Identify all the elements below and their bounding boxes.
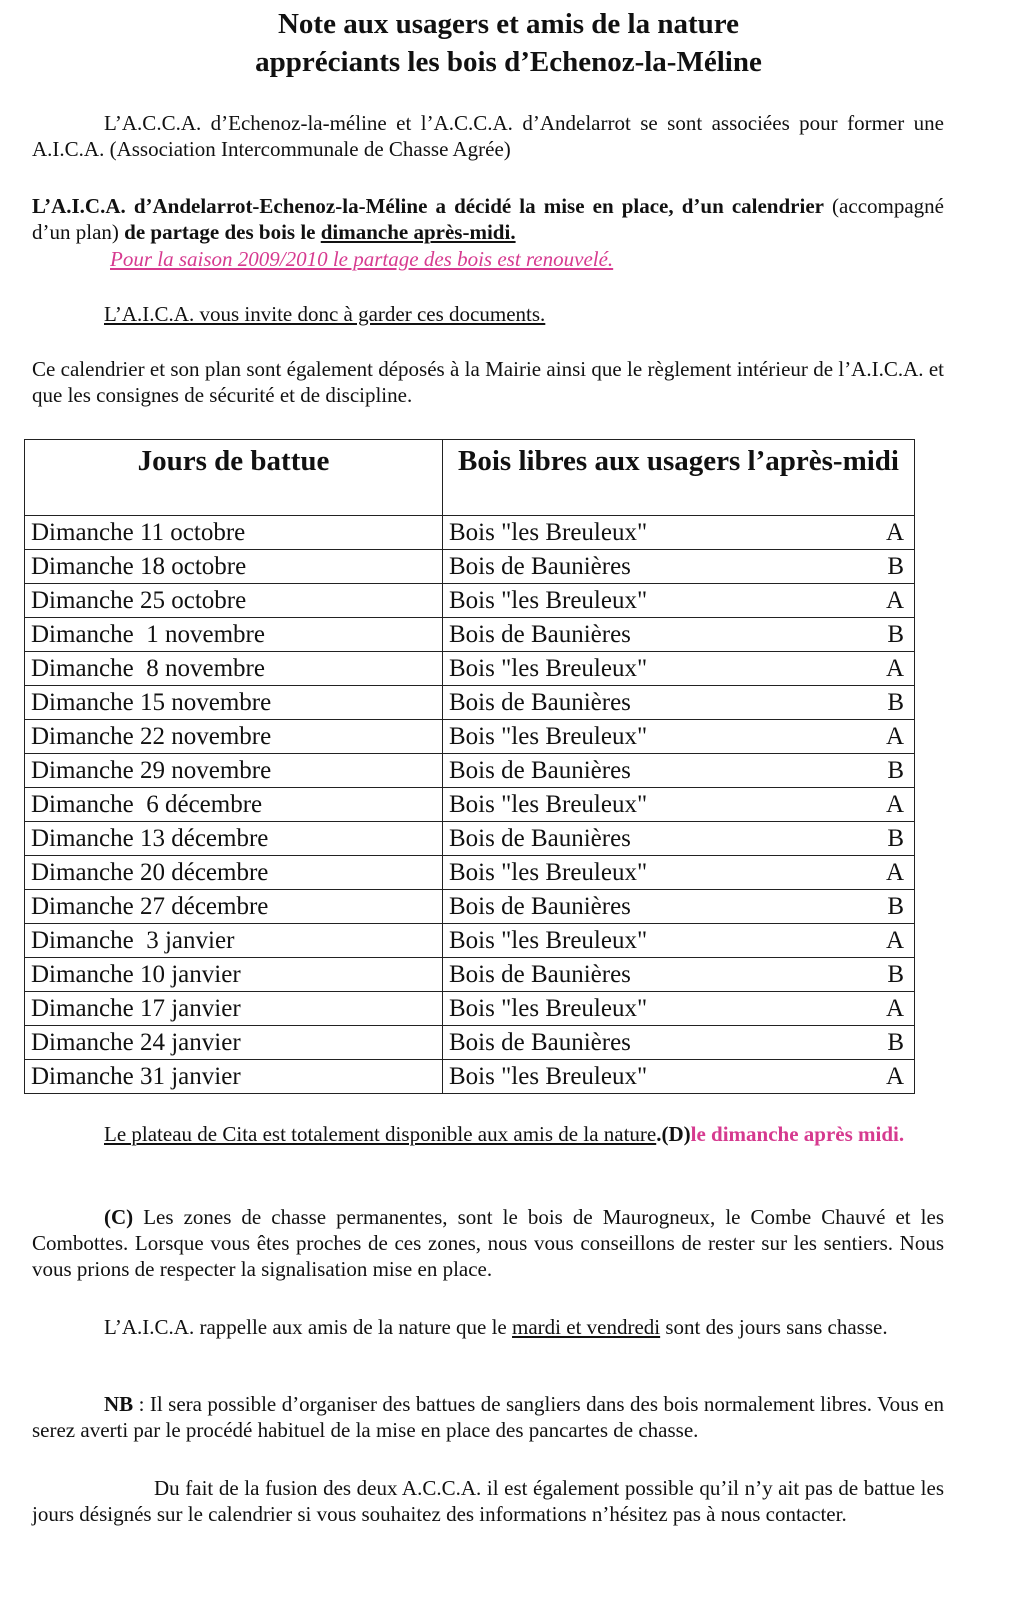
table-row bbox=[25, 856, 915, 890]
table-row bbox=[25, 516, 915, 550]
row-zone: A bbox=[885, 586, 904, 614]
wood-entry bbox=[449, 926, 908, 956]
row-zone: B bbox=[887, 960, 904, 988]
row-zone: B bbox=[887, 756, 904, 784]
row-day: Dimanche 18 octobre bbox=[25, 550, 443, 584]
title-line-2: appréciants les bois d’Echenoz-la-Méline bbox=[255, 46, 762, 78]
sunday-afternoon-text: dimanche après-midi. bbox=[320, 220, 516, 244]
wood-entry bbox=[449, 688, 908, 718]
row-zone: B bbox=[887, 1028, 904, 1056]
table-row bbox=[25, 822, 915, 856]
row-wood: Bois "les Breuleux" bbox=[449, 994, 648, 1022]
wood-entry bbox=[449, 960, 908, 990]
row-wood-cell bbox=[443, 720, 915, 754]
row-wood: Bois de Baunières bbox=[449, 1028, 631, 1056]
row-wood-cell bbox=[443, 652, 915, 686]
row-day: Dimanche 8 novembre bbox=[25, 652, 443, 686]
row-wood-cell bbox=[443, 788, 915, 822]
fusion-paragraph: Du fait de la fusion des deux A.C.C.A. il est également possible qu’il n’y ait pas de battue les jours désignés sur le calendrier si vous souhaitez des informations n’hésitez pas à nous contacter. bbox=[32, 1476, 944, 1526]
row-wood-cell bbox=[443, 686, 915, 720]
cita-zone-d: .(D) bbox=[656, 1122, 691, 1146]
table-row bbox=[25, 584, 915, 618]
no-hunting-pre: L’A.I.C.A. rappelle aux amis de la nature que le bbox=[104, 1315, 513, 1339]
row-wood-cell bbox=[443, 1060, 915, 1094]
row-wood: Bois de Baunières bbox=[449, 688, 631, 716]
title-line-1: Note aux usagers et amis de la nature bbox=[277, 8, 739, 40]
wood-entry bbox=[449, 790, 908, 820]
row-day: Dimanche 24 janvier bbox=[25, 1026, 443, 1060]
wood-entry bbox=[449, 586, 908, 616]
row-zone: B bbox=[887, 824, 904, 852]
table-body bbox=[25, 516, 915, 1094]
row-wood-cell bbox=[443, 584, 915, 618]
row-wood: Bois de Baunières bbox=[449, 960, 631, 988]
wood-entry bbox=[449, 620, 908, 650]
table-row bbox=[25, 788, 915, 822]
wood-entry bbox=[449, 824, 908, 854]
table-row bbox=[25, 618, 915, 652]
row-wood-cell bbox=[443, 924, 915, 958]
row-wood-cell bbox=[443, 618, 915, 652]
table-row bbox=[25, 686, 915, 720]
season-renewed-note: Pour la saison 2009/2010 le partage des bois est renouvelé. bbox=[110, 247, 614, 271]
row-wood-cell bbox=[443, 550, 915, 584]
wood-entry bbox=[449, 1062, 908, 1092]
wood-entry bbox=[449, 756, 908, 786]
row-zone: B bbox=[887, 892, 904, 920]
row-zone: A bbox=[885, 790, 904, 818]
intro-paragraph-1: L’A.C.C.A. d’Echenoz-la-méline et l’A.C.C.A. d’Andelarrot se sont associées pour former une A.I.C.A. (Association Intercommunale de Chasse Agrée) bbox=[32, 111, 944, 161]
row-zone: A bbox=[885, 926, 904, 954]
sharing-text: de partage des bois le bbox=[124, 220, 321, 244]
row-zone: A bbox=[885, 518, 904, 546]
wood-entry bbox=[449, 518, 908, 548]
row-day: Dimanche 31 janvier bbox=[25, 1060, 443, 1094]
hunting-calendar-table bbox=[24, 439, 915, 1094]
table-row bbox=[25, 550, 915, 584]
wood-entry bbox=[449, 1028, 908, 1058]
nb-text: : Il sera possible d’organiser des battues de sangliers dans des bois normalement libres. Vous en serez averti par le procédé habituel de la mise en place des pancartes de chasse. bbox=[32, 1392, 944, 1442]
row-wood: Bois de Baunières bbox=[449, 620, 631, 648]
wood-entry bbox=[449, 858, 908, 888]
row-wood: Bois de Baunières bbox=[449, 892, 631, 920]
row-day: Dimanche 17 janvier bbox=[25, 992, 443, 1026]
permanent-zones-paragraph bbox=[32, 1204, 944, 1282]
row-wood-cell bbox=[443, 516, 915, 550]
no-hunting-post: sont des jours sans chasse. bbox=[660, 1315, 888, 1339]
aica-decision-text: L’A.I.C.A. d’Andelarrot-Echenoz-la-Méline a décidé la mise en place, d’un calendrier bbox=[32, 194, 824, 218]
row-wood: Bois "les Breuleux" bbox=[449, 858, 648, 886]
row-zone: A bbox=[885, 1062, 904, 1090]
row-wood: Bois "les Breuleux" bbox=[449, 790, 648, 818]
nb-paragraph bbox=[32, 1391, 944, 1443]
keep-documents-note: L’A.I.C.A. vous invite donc à garder ces documents. bbox=[104, 302, 546, 326]
row-wood: Bois de Baunières bbox=[449, 756, 631, 784]
wood-entry bbox=[449, 722, 908, 752]
row-zone: A bbox=[885, 722, 904, 750]
table-row bbox=[25, 958, 915, 992]
intro-paragraph-4: Ce calendrier et son plan sont également déposés à la Mairie ainsi que le règlement intérieur de l’A.I.C.A. et que les consignes de sécurité et de discipline. bbox=[32, 357, 944, 407]
cita-sunday-afternoon: le dimanche après midi. bbox=[690, 1122, 905, 1146]
wood-entry bbox=[449, 552, 908, 582]
row-wood-cell bbox=[443, 754, 915, 788]
row-day: Dimanche 22 novembre bbox=[25, 720, 443, 754]
cita-text: Le plateau de Cita est totalement disponible aux amis de la nature bbox=[104, 1122, 657, 1146]
row-zone: A bbox=[885, 654, 904, 682]
row-day: Dimanche 3 janvier bbox=[25, 924, 443, 958]
no-hunting-days: mardi et vendredi bbox=[512, 1315, 661, 1339]
row-zone: B bbox=[887, 688, 904, 716]
cita-paragraph bbox=[32, 1121, 944, 1147]
row-day: Dimanche 27 décembre bbox=[25, 890, 443, 924]
row-wood-cell bbox=[443, 856, 915, 890]
table-row bbox=[25, 1060, 915, 1094]
table-row bbox=[25, 992, 915, 1026]
row-day: Dimanche 10 janvier bbox=[25, 958, 443, 992]
row-wood: Bois "les Breuleux" bbox=[449, 926, 648, 954]
row-day: Dimanche 1 novembre bbox=[25, 618, 443, 652]
row-wood-cell bbox=[443, 822, 915, 856]
nb-label: NB bbox=[104, 1392, 134, 1416]
row-zone: A bbox=[885, 994, 904, 1022]
row-day: Dimanche 20 décembre bbox=[25, 856, 443, 890]
row-zone: A bbox=[885, 858, 904, 886]
wood-entry bbox=[449, 994, 908, 1024]
table-row bbox=[25, 652, 915, 686]
no-hunting-days-paragraph bbox=[32, 1314, 944, 1340]
row-zone: B bbox=[887, 620, 904, 648]
zone-c-label: (C) bbox=[104, 1205, 134, 1229]
row-wood-cell bbox=[443, 890, 915, 924]
permanent-zones-text: Les zones de chasse permanentes, sont le bois de Maurogneux, le Combe Chauvé et les Combottes. Lorsque vous êtes proches de ces zones, nous vous conseillons de rester sur les sentiers. Nous vous prions de respecter la signalisation mise en place. bbox=[32, 1205, 944, 1281]
row-day: Dimanche 15 novembre bbox=[25, 686, 443, 720]
wood-entry bbox=[449, 892, 908, 922]
row-day: Dimanche 6 décembre bbox=[25, 788, 443, 822]
row-wood: Bois "les Breuleux" bbox=[449, 1062, 648, 1090]
row-day: Dimanche 25 octobre bbox=[25, 584, 443, 618]
row-day: Dimanche 11 octobre bbox=[25, 516, 443, 550]
row-day: Dimanche 29 novembre bbox=[25, 754, 443, 788]
table-row bbox=[25, 1026, 915, 1060]
row-day: Dimanche 13 décembre bbox=[25, 822, 443, 856]
intro-paragraph-2 bbox=[32, 193, 944, 245]
row-wood: Bois "les Breuleux" bbox=[449, 518, 648, 546]
table-row bbox=[25, 720, 915, 754]
table-header-row bbox=[25, 440, 915, 516]
row-wood-cell bbox=[443, 992, 915, 1026]
plan-note: (accompagné d’un plan) bbox=[32, 194, 944, 244]
header-days: Jours de battue bbox=[25, 440, 443, 516]
wood-entry bbox=[449, 654, 908, 684]
table-row bbox=[25, 890, 915, 924]
table-row bbox=[25, 754, 915, 788]
row-zone: B bbox=[887, 552, 904, 580]
row-wood: Bois de Baunières bbox=[449, 552, 631, 580]
row-wood: Bois de Baunières bbox=[449, 824, 631, 852]
header-woods: Bois libres aux usagers l’après-midi bbox=[443, 440, 915, 516]
table-row bbox=[25, 924, 915, 958]
row-wood-cell bbox=[443, 1026, 915, 1060]
row-wood: Bois "les Breuleux" bbox=[449, 654, 648, 682]
row-wood: Bois "les Breuleux" bbox=[449, 722, 648, 750]
row-wood: Bois "les Breuleux" bbox=[449, 586, 648, 614]
row-wood-cell bbox=[443, 958, 915, 992]
